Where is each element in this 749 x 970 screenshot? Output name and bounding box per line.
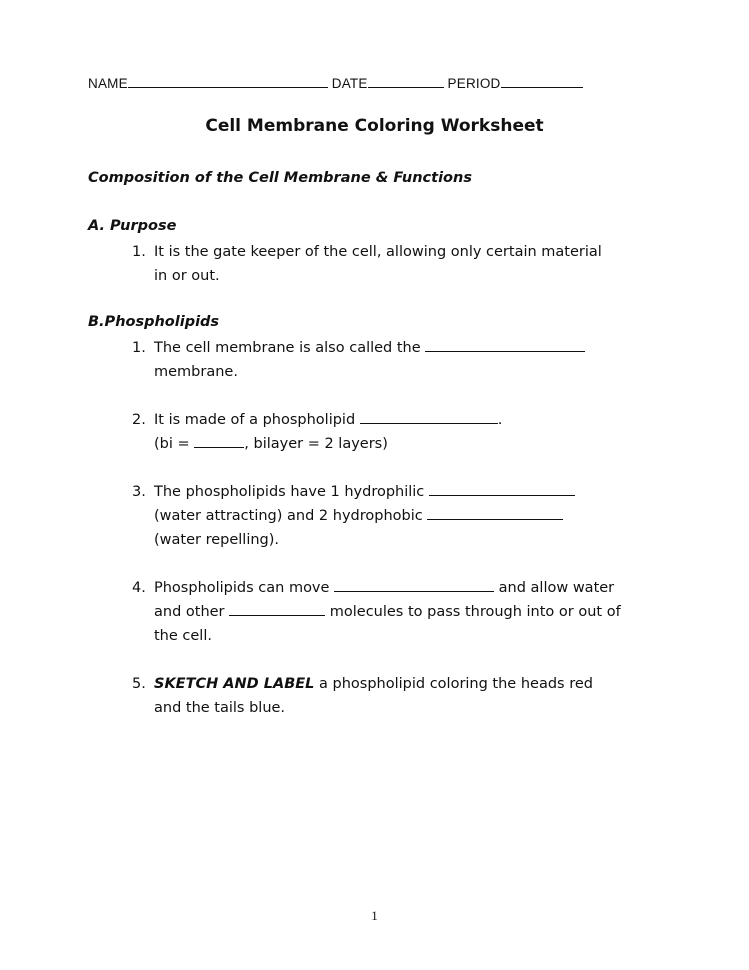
section-b-item-2-cont [154,432,388,456]
answer-blank[interactable] [425,337,585,352]
item-number: 2. [132,412,146,428]
item-text: It is the gate keeper of the cell, allowing only certain material [154,244,602,260]
item-text: (bi = [154,436,190,452]
answer-blank[interactable] [360,409,498,424]
period-label: PERIOD [447,76,501,91]
section-b-item-3-cont [154,504,563,528]
item-text: a phospholipid coloring the heads red [314,676,593,692]
item-text: The cell membrane is also called the [154,340,421,356]
item-number: 5. [132,676,146,692]
item-text: , bilayer = 2 layers) [244,436,388,452]
item-text: and allow water [498,580,615,596]
section-b-item-3-cont2: (water repelling). [154,532,280,548]
name-blank[interactable] [128,73,328,88]
section-b-item-5 [132,672,593,696]
section-b-item-2 [132,408,502,432]
subtitle: Composition of the Cell Membrane & Functions [88,170,472,186]
period-blank[interactable] [501,73,583,88]
section-a-item-1 [132,240,602,264]
answer-blank[interactable] [334,577,494,592]
item-text: molecules to pass through into or out of [329,604,621,620]
page-title: Cell Membrane Coloring Worksheet [205,116,544,136]
item-text: Phospholipids can move [154,580,330,596]
section-b-item-1 [132,336,585,360]
date-label: DATE [331,76,368,91]
item-number: 1. [132,340,146,356]
section-b-item-4-cont2: the cell. [154,628,212,644]
item-number: 4. [132,580,146,596]
item-text: . [497,412,503,428]
item-text: and other [154,604,225,620]
answer-blank[interactable] [194,433,244,448]
section-b-heading: B.Phospholipids [88,314,220,330]
section-a-heading: A. Purpose [88,218,177,234]
emphasis-text: SKETCH AND LABEL [154,676,315,692]
section-a-item-1-cont: in or out. [154,268,220,284]
section-b-item-1-cont: membrane. [154,364,238,380]
item-number: 3. [132,484,146,500]
section-b-item-5-cont: and the tails blue. [154,700,286,716]
section-b-item-4-cont [154,600,621,624]
date-blank[interactable] [368,73,444,88]
page-number: 1 [371,908,378,923]
item-text: It is made of a phospholipid [154,412,356,428]
item-number: 1. [132,244,146,260]
answer-blank[interactable] [429,481,575,496]
name-label: NAME [88,76,128,91]
section-b-item-4 [132,576,614,600]
section-b-item-3 [132,480,575,504]
answer-blank[interactable] [427,505,563,520]
answer-blank[interactable] [229,601,325,616]
item-text: The phospholipids have 1 hydrophilic [154,484,425,500]
item-text: (water attracting) and 2 hydrophobic [154,508,423,524]
header-line [88,73,583,91]
